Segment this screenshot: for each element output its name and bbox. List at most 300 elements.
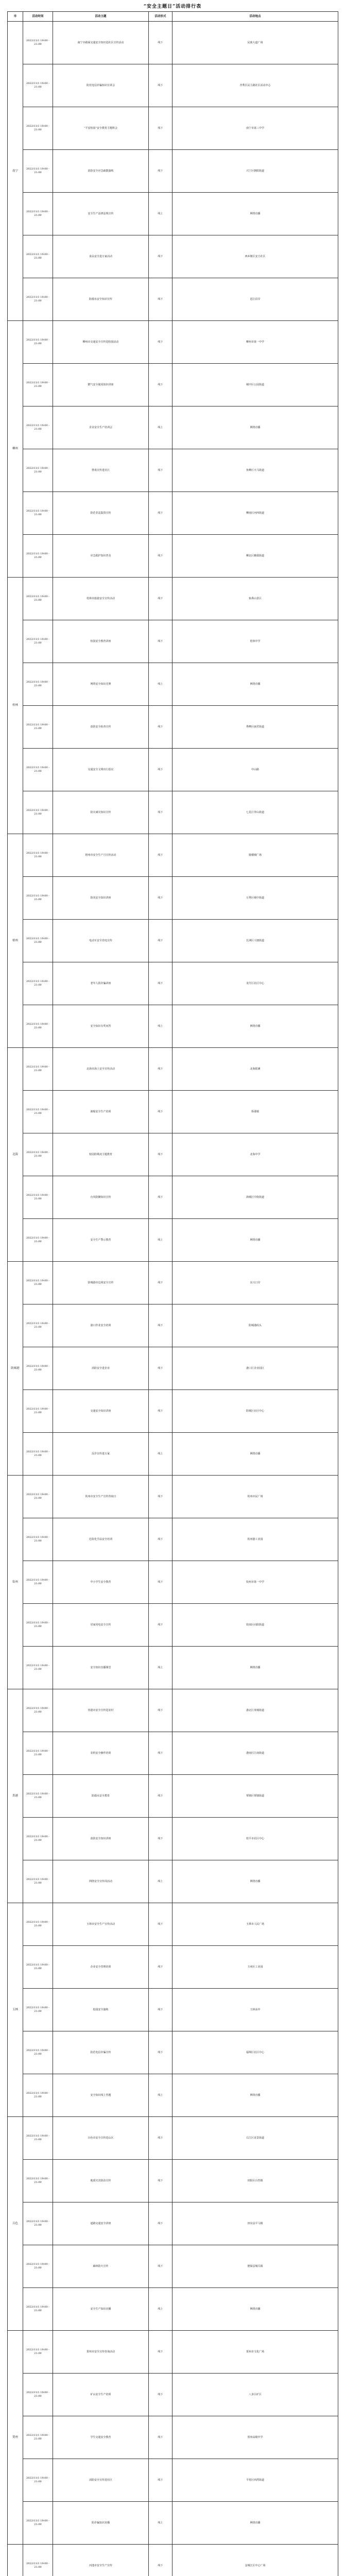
address-cell: 防城港码头 [173, 1304, 338, 1347]
city-cell: 桂林 [8, 578, 23, 834]
address-cell: 桂林中学 [173, 620, 338, 663]
table-row [8, 406, 338, 449]
activity-name-cell: 校园防欺凌主题教育 [53, 1133, 149, 1176]
time-cell: 2022/11/1 19:00 - 21:00 [23, 1689, 53, 1732]
time-cell: 2022/11/1 19:00 - 21:00 [23, 1390, 53, 1433]
time-cell: 2022/11/1 19:00 - 21:00 [23, 1860, 53, 1903]
activity-name-cell: 学生交通安全教育 [53, 2416, 149, 2459]
table-row [8, 193, 338, 235]
table-row [8, 1903, 338, 1946]
activity-name-cell: 防范电信诈骗宣传 [53, 2031, 149, 2074]
activity-name-cell: 消防安全应急疏散演练 [53, 150, 149, 193]
address-cell: 钦州市民广场 [173, 1476, 338, 1518]
table-row [8, 2031, 338, 2074]
time-cell: 2022/11/1 19:00 - 21:00 [23, 64, 53, 107]
time-cell: 2022/11/1 19:00 - 21:00 [23, 1775, 53, 1818]
activity-type-cell: 线下 [149, 1133, 173, 1176]
time-cell: 2022/11/1 19:00 - 21:00 [23, 2288, 53, 2331]
table-row [8, 2502, 338, 2545]
address-cell: 平桂区西湾街道 [173, 2459, 338, 2502]
address-cell: 田阳区百育镇 [173, 2160, 338, 2202]
time-cell: 2022/11/1 19:00 - 21:00 [23, 1946, 53, 1989]
activity-type-cell: 线下 [149, 2459, 173, 2502]
activity-name-cell: 地质灾害防治宣传 [53, 2160, 149, 2202]
activity-type-cell: 线上 [149, 2074, 173, 2117]
activity-type-cell: 线上 [149, 1860, 173, 1903]
time-cell: 2022/11/1 19:00 - 21:00 [23, 1604, 53, 1647]
activity-type-cell: 线上 [149, 1433, 173, 1476]
activity-type-cell: 线下 [149, 235, 173, 278]
time-cell: 2022/11/1 19:00 - 21:00 [23, 1219, 53, 1262]
table-row [8, 2416, 338, 2459]
time-cell: 2022/11/1 19:00 - 21:00 [23, 706, 53, 749]
time-cell: 2022/11/1 19:00 - 21:00 [23, 22, 53, 64]
activity-type-cell: 线下 [149, 22, 173, 64]
time-cell: 2022/11/1 19:00 - 21:00 [23, 1262, 53, 1304]
activity-name-cell: 网络安全知识竞赛 [53, 663, 149, 706]
time-cell: 2022/11/1 19:00 - 21:00 [23, 2031, 53, 2074]
address-cell: 网络直播 [173, 1433, 338, 1476]
table-row [8, 492, 338, 535]
activity-name-cell: 森林防火宣传 [53, 2245, 149, 2288]
address-cell: 网络直播 [173, 406, 338, 449]
time-cell: 2022/11/1 19:00 - 21:00 [23, 1647, 53, 1689]
activity-name-cell: 交通安全知识讲座 [53, 1390, 149, 1433]
activity-type-cell: 线下 [149, 1176, 173, 1219]
activity-name-cell: 渔船安全生产培训 [53, 1091, 149, 1133]
address-cell: 网络直播 [173, 663, 338, 706]
time-cell: 2022/11/1 19:00 - 21:00 [23, 406, 53, 449]
table-row [8, 1647, 338, 1689]
city-cell: 防城港 [8, 1262, 23, 1476]
time-cell: 2022/11/1 19:00 - 21:00 [23, 2459, 53, 2502]
time-cell: 2022/11/1 19:00 - 21:00 [23, 791, 53, 834]
address-cell: 侨港镇 [173, 1091, 338, 1133]
activity-type-cell: 线下 [149, 706, 173, 749]
table-row [8, 235, 338, 278]
table-row [8, 834, 338, 877]
city-cell: 百色 [8, 2117, 23, 2331]
address-cell: 玉林高中 [173, 1989, 338, 2031]
table-row [8, 1176, 338, 1219]
address-cell: 网络直播 [173, 1219, 338, 1262]
table-row [8, 1005, 338, 1048]
activity-name-cell: 玉林市安全生产宣传活动 [53, 1903, 149, 1946]
activity-name-cell: 交通安全文明出行倡议 [53, 749, 149, 791]
time-cell: 2022/11/1 19:00 - 21:00 [23, 278, 53, 321]
table-row [8, 1732, 338, 1775]
activity-type-cell: 线下 [149, 620, 173, 663]
time-cell: 2022/11/1 19:00 - 21:00 [23, 107, 53, 150]
activity-name-cell: 企业安全管理培训 [53, 1946, 149, 1989]
time-cell: 2022/11/1 19:00 - 21:00 [23, 321, 53, 364]
time-cell: 2022/11/1 19:00 - 21:00 [23, 620, 53, 663]
table-row [8, 663, 338, 706]
activity-type-cell: 线下 [149, 2117, 173, 2160]
table-row [8, 107, 338, 150]
time-cell: 2022/11/1 19:00 - 21:00 [23, 1903, 53, 1946]
activity-name-cell: 柳州市交通安全宣传进校园活动 [53, 321, 149, 364]
table-row [8, 1133, 338, 1176]
address-cell: 网络直播 [173, 1860, 338, 1903]
address-cell: 港南区江南街道 [173, 1732, 338, 1775]
activity-name-cell: 电动车安全充电宣传 [53, 920, 149, 962]
address-cell: 柳州市第一中学 [173, 321, 338, 364]
activity-type-cell: 线上 [149, 663, 173, 706]
time-cell: 2022/11/1 19:00 - 21:00 [23, 1476, 53, 1518]
activity-type-cell: 线下 [149, 791, 173, 834]
address-cell: 玉州区工业园 [173, 1946, 338, 1989]
table-row [8, 1091, 338, 1133]
activity-name-cell: 校园安全教育讲座 [53, 620, 149, 663]
activity-type-cell: 线下 [149, 535, 173, 578]
address-cell: 鱼峰区天马街道 [173, 449, 338, 492]
activity-name-cell: 反诈宣传进万家 [53, 1433, 149, 1476]
activity-name-cell: 防诈骗知识直播 [53, 2502, 149, 2545]
city-cell: 玉林 [8, 1903, 23, 2117]
table-row [8, 706, 338, 749]
city-cell: 南宁 [8, 22, 23, 321]
city-cell: 柳州 [8, 321, 23, 578]
address-cell: 长洲区大塘街道 [173, 920, 338, 962]
address-cell: 柳北区雅儒街道 [173, 535, 338, 578]
table-row [8, 620, 338, 663]
activity-name-cell: 安全生产知识直播 [53, 2288, 149, 2331]
header-time: 活动时间 [23, 12, 53, 22]
time-cell: 2022/11/1 19:00 - 21:00 [23, 2374, 53, 2416]
city-cell [8, 2545, 23, 2576]
table-row [8, 2245, 338, 2288]
city-cell: 钦州 [8, 1476, 23, 1689]
address-cell: 贺州市文化广场 [173, 2331, 338, 2374]
address-cell: 玉林市人民广场 [173, 1903, 338, 1946]
activity-name-cell: 消防安全进企业 [53, 1347, 149, 1390]
time-cell: 2022/11/1 19:00 - 21:00 [23, 1347, 53, 1390]
activity-type-cell: 线上 [149, 2502, 173, 2545]
activity-name-cell: 防汛安全知识讲座 [53, 877, 149, 920]
table-row [8, 2331, 338, 2374]
address-cell: 秀峰区丽君街道 [173, 706, 338, 749]
activity-type-cell: 线上 [149, 193, 173, 235]
activity-type-cell: 线下 [149, 2416, 173, 2459]
activity-name-cell: 防范非法集资宣传 [53, 492, 149, 535]
header-type: 活动形式 [149, 12, 173, 22]
activity-type-cell: 线下 [149, 1518, 173, 1561]
address-cell: 北海中学 [173, 1133, 338, 1176]
address-cell: 田东县平马镇 [173, 2202, 338, 2245]
activity-type-cell: 线下 [149, 107, 173, 150]
table-row [8, 64, 338, 107]
activity-type-cell: 线下 [149, 920, 173, 962]
activity-name-cell: 居家用电安全宣传 [53, 1604, 149, 1647]
activity-name-cell: 防溺水安全教育 [53, 1775, 149, 1818]
address-cell: 西乡塘区安吉社区 [173, 235, 338, 278]
activity-type-cell: 线下 [149, 1262, 173, 1304]
table-row [8, 1518, 338, 1561]
table-row [8, 962, 338, 1005]
activity-name-cell: 桂林市旅游安全宣传活动 [53, 578, 149, 620]
activity-name-cell: 食品安全进万家活动 [53, 235, 149, 278]
activity-type-cell: 线下 [149, 1604, 173, 1647]
table-row [8, 278, 338, 321]
time-cell: 2022/11/1 19:00 - 21:00 [23, 1304, 53, 1347]
activity-type-cell: 线下 [149, 1476, 173, 1518]
table-row [8, 1262, 338, 1304]
time-cell: 2022/11/1 19:00 - 21:00 [23, 920, 53, 962]
table-row [8, 2117, 338, 2160]
activity-type-cell: 线下 [149, 1091, 173, 1133]
activity-name-cell: 校园安全演练 [53, 1989, 149, 2031]
activity-type-cell: 线下 [149, 364, 173, 406]
activity-type-cell: 线下 [149, 321, 173, 364]
activity-name-cell: 安全知识线上答题 [53, 2074, 149, 2117]
address-cell: 柳南区河西街道 [173, 492, 338, 535]
activity-type-cell: 线下 [149, 1347, 173, 1390]
time-cell: 2022/11/1 19:00 - 21:00 [23, 364, 53, 406]
address-cell: 东兴口岸 [173, 1262, 338, 1304]
address-cell: 钦州市第一中学 [173, 1561, 338, 1604]
activity-name-cell: 安全生产法律法规宣传 [53, 193, 149, 235]
table-row [8, 578, 338, 620]
address-cell: 海城区中街街道 [173, 1176, 338, 1219]
table-row [8, 2545, 338, 2576]
activity-name-cell: 禁毒宣传进社区 [53, 449, 149, 492]
activity-name-cell: 北海市海上安全宣传活动 [53, 1048, 149, 1091]
address-cell: 港口区企业园区 [173, 1347, 338, 1390]
activity-name-cell: 贵港市安全宣传进农村 [53, 1689, 149, 1732]
table-row [8, 920, 338, 962]
address-cell: 钦州港工业园 [173, 1518, 338, 1561]
activity-name-cell: 网络安全宣传周活动 [53, 1860, 149, 1903]
table-row [8, 877, 338, 920]
time-cell: 2022/11/1 19:00 - 21:00 [23, 150, 53, 193]
time-cell: 2022/11/1 19:00 - 21:00 [23, 2545, 53, 2576]
address-cell: 龙圩区社区中心 [173, 962, 338, 1005]
activity-type-cell: 线下 [149, 749, 173, 791]
activity-type-cell: 线下 [149, 278, 173, 321]
address-cell: 右江区龙景街道 [173, 2117, 338, 2160]
activity-name-cell: 矿山安全生产培训 [53, 2374, 149, 2416]
activity-name-cell: 台风防御知识宣传 [53, 1176, 149, 1219]
time-cell: 2022/11/1 19:00 - 21:00 [23, 2331, 53, 2374]
activity-name-cell: 道路交通安全讲座 [53, 2202, 149, 2245]
time-cell: 2022/11/1 19:00 - 21:00 [23, 1091, 53, 1133]
table-row [8, 1347, 338, 1390]
time-cell: 2022/11/1 19:00 - 21:00 [23, 749, 53, 791]
activity-type-cell: 线下 [149, 962, 173, 1005]
activity-type-cell: 线下 [149, 1775, 173, 1818]
table-row [8, 1561, 338, 1604]
activity-type-cell: 线下 [149, 1818, 173, 1860]
address-cell: 钦南区向阳街道 [173, 1604, 338, 1647]
activity-type-cell: 线下 [149, 449, 173, 492]
activity-name-cell: 港口作业安全培训 [53, 1304, 149, 1347]
activity-type-cell: 线下 [149, 1048, 173, 1091]
table-row [8, 2288, 338, 2331]
activity-type-cell: 线下 [149, 1390, 173, 1433]
address-cell: 中山路 [173, 749, 338, 791]
table-row [8, 150, 338, 193]
table-row [8, 791, 338, 834]
activity-type-cell: 线下 [149, 64, 173, 107]
activity-type-cell: 线下 [149, 1903, 173, 1946]
time-cell: 2022/11/1 19:00 - 21:00 [23, 2160, 53, 2202]
time-cell: 2022/11/1 19:00 - 21:00 [23, 492, 53, 535]
activity-name-cell: 企业安全生产培训会 [53, 406, 149, 449]
table-row [8, 535, 338, 578]
table-row [8, 22, 338, 64]
table-row [8, 449, 338, 492]
city-cell: 北海 [8, 1048, 23, 1262]
activity-name-cell: 应急救护知识普及 [53, 535, 149, 578]
activity-type-cell: 线下 [149, 2374, 173, 2416]
city-cell: 梧州 [8, 834, 23, 1048]
activity-name-cell: 百色市安全宣传进山区 [53, 2117, 149, 2160]
time-cell: 2022/11/1 19:00 - 21:00 [23, 2202, 53, 2245]
table-row [8, 2160, 338, 2202]
activity-type-cell: 线下 [149, 1732, 173, 1775]
address-cell: 福绵区社区中心 [173, 2031, 338, 2074]
address-cell: 青秀区民主路社区活动中心 [173, 64, 338, 107]
time-cell: 2022/11/1 19:00 - 21:00 [23, 235, 53, 278]
time-cell: 2022/11/1 19:00 - 21:00 [23, 2117, 53, 2160]
activity-name-cell: 消防安全宣传进社区 [53, 2459, 149, 2502]
time-cell: 2022/11/1 19:00 - 21:00 [23, 1048, 53, 1091]
time-cell: 2022/11/1 19:00 - 21:00 [23, 1818, 53, 1860]
address-cell: 网络直播 [173, 1005, 338, 1048]
address-cell: 覃塘区覃塘街道 [173, 1775, 338, 1818]
address-cell: 金城江区中心广场 [173, 2545, 338, 2576]
activity-type-cell: 线下 [149, 1304, 173, 1347]
time-cell: 2022/11/1 19:00 - 21:00 [23, 2502, 53, 2545]
time-cell: 2022/11/1 19:00 - 21:00 [23, 2245, 53, 2288]
time-cell: 2022/11/1 19:00 - 21:00 [23, 1005, 53, 1048]
address-cell: 德保县城关镇 [173, 2245, 338, 2288]
time-cell: 2022/11/1 19:00 - 21:00 [23, 535, 53, 578]
activity-type-cell: 线下 [149, 877, 173, 920]
table-row [8, 1476, 338, 1518]
activity-type-cell: 线下 [149, 578, 173, 620]
activity-type-cell: 线下 [149, 2331, 173, 2374]
time-cell: 2022/11/1 19:00 - 21:00 [23, 193, 53, 235]
activity-name-cell: 防溺水安全知识宣传 [53, 278, 149, 321]
page-title: “安全主题日”活动排行表 [143, 4, 202, 9]
time-cell: 2022/11/1 19:00 - 21:00 [23, 578, 53, 620]
address-cell: 南宁市第三中学 [173, 107, 338, 150]
address-cell: 贺州高级中学 [173, 2416, 338, 2459]
header-city: 市 [8, 12, 23, 22]
table-row [8, 1604, 338, 1647]
address-cell: 港北区贵城街道 [173, 1689, 338, 1732]
address-cell: 万秀区城中街道 [173, 877, 338, 920]
table-row [8, 1304, 338, 1347]
time-cell: 2022/11/1 19:00 - 21:00 [23, 1518, 53, 1561]
address-cell: 兴宁区朝阳街道 [173, 150, 338, 193]
activity-name-cell: 南宁市路面交通安全知识进社区宣传活动 [53, 22, 149, 64]
activity-type-cell: 线上 [149, 2288, 173, 2331]
address-cell: 八步区矿区 [173, 2374, 338, 2416]
activity-type-cell: 线下 [149, 2245, 173, 2288]
table-row [8, 1818, 338, 1860]
activity-name-cell: “平安校园”安全教育主题班会 [53, 107, 149, 150]
table-row [8, 1860, 338, 1903]
activity-type-cell: 线下 [149, 2160, 173, 2202]
activity-name-cell: 安全知识有奖问答 [53, 1005, 149, 1048]
activity-type-cell: 线下 [149, 2202, 173, 2245]
table-body [8, 22, 338, 2576]
activity-name-cell: 防城港市边境安全宣传 [53, 1262, 149, 1304]
address-cell: 北海银滩 [173, 1048, 338, 1091]
time-cell: 2022/11/1 19:00 - 21:00 [23, 1561, 53, 1604]
activity-type-cell: 线上 [149, 406, 173, 449]
address-cell: 城中区公园街道 [173, 364, 338, 406]
table-row [8, 1219, 338, 1262]
address-cell: 邕江沿岸 [173, 278, 338, 321]
city-cell: 贵港 [8, 1689, 23, 1903]
activity-type-cell: 线下 [149, 1946, 173, 1989]
address-cell: 象鼻山景区 [173, 578, 338, 620]
time-cell: 2022/11/1 19:00 - 21:00 [23, 2416, 53, 2459]
table-row [8, 1989, 338, 2031]
time-cell: 2022/11/1 19:00 - 21:00 [23, 2074, 53, 2117]
address-cell: 网络直播 [173, 193, 338, 235]
activity-name-cell: 河池市安全生产宣传 [53, 2545, 149, 2576]
activity-table [7, 11, 338, 2576]
table-row [8, 364, 338, 406]
time-cell: 2022/11/1 19:00 - 21:00 [23, 1433, 53, 1476]
time-cell: 2022/11/1 19:00 - 21:00 [23, 1732, 53, 1775]
time-cell: 2022/11/1 19:00 - 21:00 [23, 449, 53, 492]
table-row [8, 1946, 338, 1989]
address-cell: 民族大道广场 [173, 22, 338, 64]
address-cell: 桂平市社区中心 [173, 1818, 338, 1860]
activity-name-cell: 消防安全知识讲座 [53, 1818, 149, 1860]
activity-name-cell: 中小学生安全教育 [53, 1561, 149, 1604]
activity-name-cell: 燃气安全使用知识讲座 [53, 364, 149, 406]
activity-name-cell: 安全知识直播课堂 [53, 1647, 149, 1689]
header-address: 活动地点 [173, 12, 338, 22]
activity-type-cell: 线上 [149, 1005, 173, 1048]
table-row [8, 1775, 338, 1818]
activity-name-cell: 防灾减灾知识宣传 [53, 791, 149, 834]
address-cell: 防城区社区中心 [173, 1390, 338, 1433]
address-cell: 骑楼城广场 [173, 834, 338, 877]
activity-name-cell: 贺州市安全宣传咨询活动 [53, 2331, 149, 2374]
activity-name-cell: 钦州市安全生产宣传咨询日 [53, 1476, 149, 1518]
table-row [8, 2202, 338, 2245]
table-row [8, 1689, 338, 1732]
activity-name-cell: 梧州市安全生产月宣传活动 [53, 834, 149, 877]
address-cell: 网络直播 [173, 2288, 338, 2331]
activity-type-cell: 线下 [149, 834, 173, 877]
address-cell: 网络直播 [173, 1647, 338, 1689]
activity-name-cell: 农机安全操作培训 [53, 1732, 149, 1775]
activity-type-cell: 线上 [149, 1647, 173, 1689]
address-cell: 网络直播 [173, 2074, 338, 2117]
address-cell: 七星区穿山街道 [173, 791, 338, 834]
table-row [8, 749, 338, 791]
table-row [8, 2074, 338, 2117]
activity-name-cell: 安全生产警示教育 [53, 1219, 149, 1262]
time-cell: 2022/11/1 19:00 - 21:00 [23, 962, 53, 1005]
table-row [8, 2459, 338, 2502]
time-cell: 2022/11/1 19:00 - 21:00 [23, 877, 53, 920]
table-row [8, 321, 338, 364]
activity-name-cell: 危险化学品安全培训 [53, 1518, 149, 1561]
time-cell: 2022/11/1 19:00 - 21:00 [23, 1989, 53, 2031]
activity-type-cell: 线下 [149, 2031, 173, 2074]
activity-name-cell: 防范电信诈骗知识宣讲会 [53, 64, 149, 107]
